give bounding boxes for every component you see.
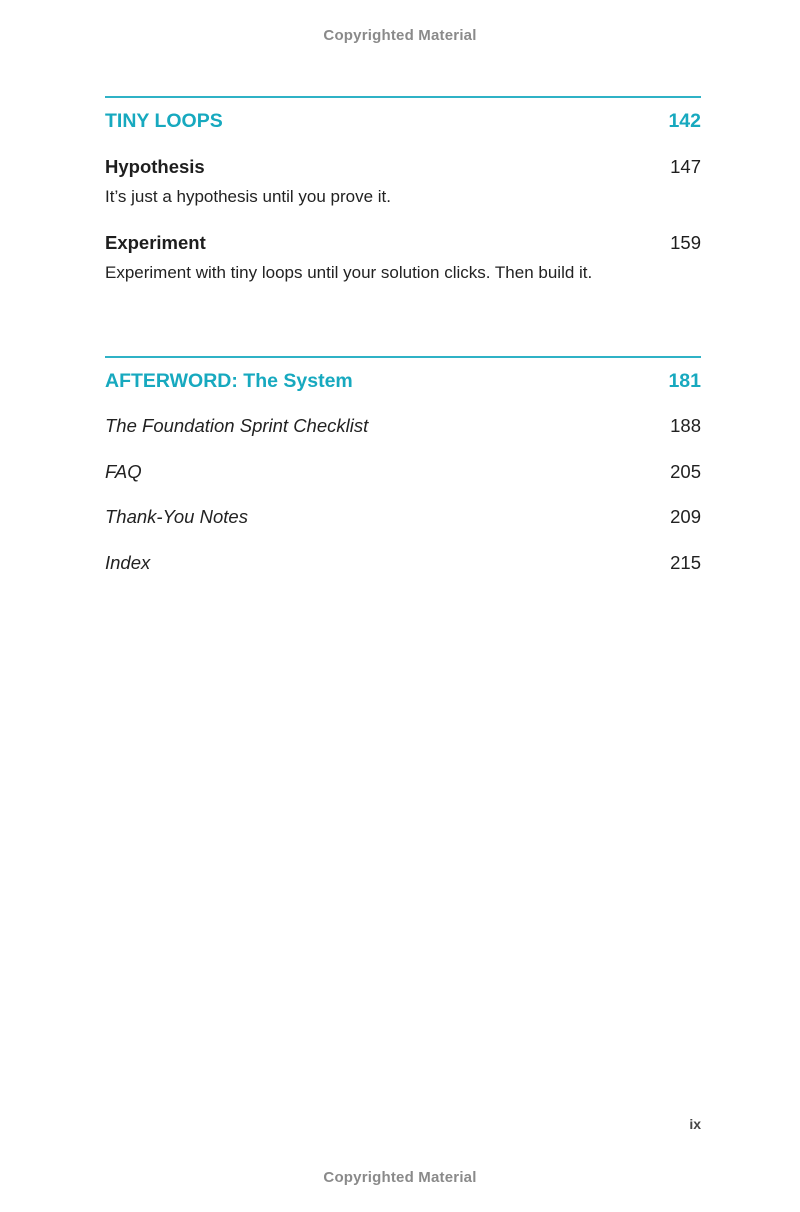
chapter-title: Hypothesis (105, 156, 205, 177)
toc-part-heading[interactable] (105, 370, 701, 393)
entry-title: Thank-You Notes (105, 506, 248, 527)
entry-page-number: 205 (670, 461, 701, 482)
part-title: TINY LOOPS (105, 110, 223, 132)
chapter-title: Experiment (105, 232, 206, 253)
entry-title: FAQ (105, 461, 142, 482)
chapter-description: Experiment with tiny loops until your solution clicks. Then build it. (105, 263, 593, 282)
toc-entry-faq[interactable] (105, 461, 701, 483)
part-page-number: 142 (668, 110, 701, 132)
toc-section-afterword (105, 356, 701, 596)
toc-chapter-hypothesis[interactable] (105, 156, 701, 178)
entry-page-number: 188 (670, 415, 701, 436)
copyright-watermark-bottom: Copyrighted Material (323, 1169, 477, 1186)
chapter-page-number: 159 (670, 232, 701, 253)
part-page-number: 181 (668, 370, 701, 392)
chapter-page-number: 147 (670, 156, 701, 177)
page-folio: ix (689, 1116, 701, 1132)
toc-part-heading[interactable] (105, 110, 701, 133)
chapter-description: It’s just a hypothesis until you prove it. (105, 187, 392, 206)
toc-entry-thank-you-notes[interactable] (105, 506, 701, 528)
toc-section-tiny-loops (105, 96, 701, 296)
section-divider (105, 356, 701, 358)
part-title: AFTERWORD: The System (105, 370, 353, 392)
section-divider (105, 96, 701, 98)
toc-chapter-experiment[interactable] (105, 232, 701, 254)
copyright-watermark-top: Copyrighted Material (323, 27, 477, 44)
entry-page-number: 215 (670, 552, 701, 573)
entry-page-number: 209 (670, 506, 701, 527)
toc-entry-index[interactable] (105, 552, 701, 574)
entry-title: The Foundation Sprint Checklist (105, 415, 369, 436)
entry-title: Index (105, 552, 151, 573)
toc-entry-checklist[interactable] (105, 415, 701, 437)
